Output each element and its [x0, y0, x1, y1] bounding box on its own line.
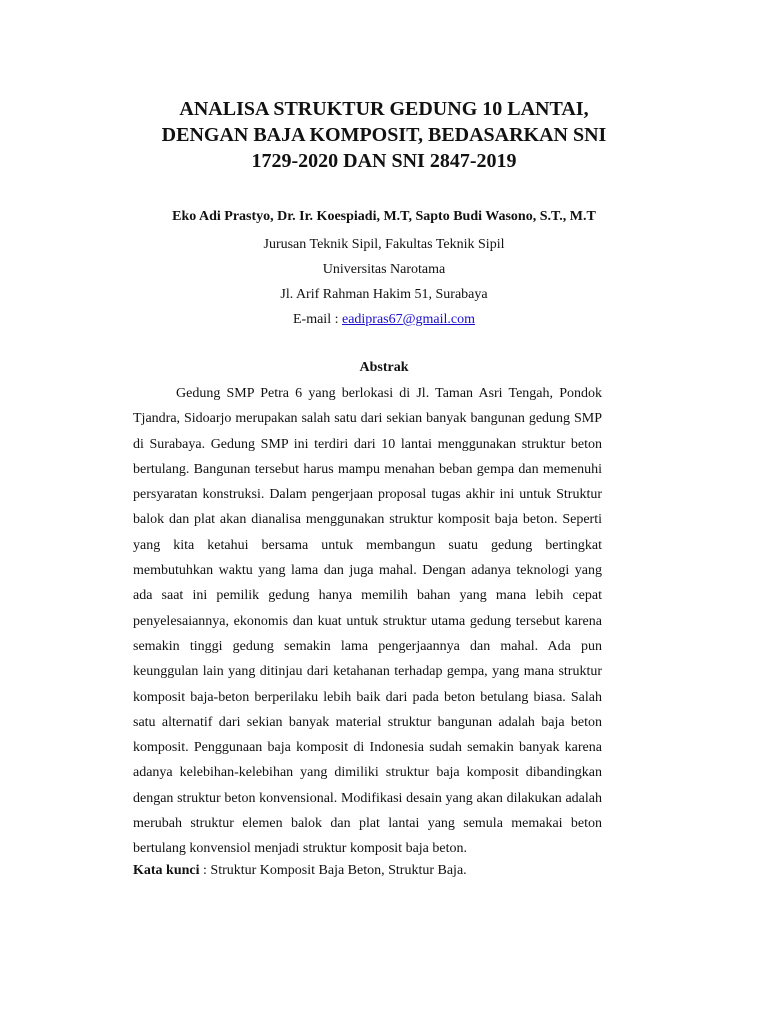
author-list: Eko Adi Prastyo, Dr. Ir. Koespiadi, M.T, Sapto Budi Wasono, S.T., M.T	[172, 209, 596, 224]
abstract-line: bertulang konvensiol menjadi struktur komposit baja beton.	[133, 841, 467, 857]
keywords-label: Kata kunci	[133, 863, 200, 878]
abstract-heading: Abstrak	[359, 360, 409, 375]
address: Jl. Arif Rahman Hakim 51, Surabaya	[280, 287, 488, 302]
title-line: ANALISA STRUKTUR GEDUNG 10 LANTAI,	[179, 98, 589, 120]
abstract-line: komposit baja-beton berperilaku lebih baik dari pada beton betulang biasa. Salah	[133, 689, 602, 705]
title-line: DENGAN BAJA KOMPOSIT, BEDASARKAN SNI	[161, 124, 607, 146]
university: Universitas Narotama	[322, 262, 446, 277]
department: Jurusan Teknik Sipil, Fakultas Teknik Sipil	[263, 237, 505, 252]
email-link[interactable]: eadipras67@gmail.com	[341, 312, 476, 327]
abstract-line: balok dan plat akan dianalisa menggunakan struktur komposit baja beton. Seperti	[133, 512, 602, 528]
email-line	[0, 307, 768, 332]
abstract-body	[133, 381, 602, 862]
keywords-text: : Struktur Komposit Baja Beton, Struktur Baja.	[199, 863, 467, 878]
abstract-line: keunggulan lain yang ditinjau dari ketahanan terhadap gempa, yang mana struktur	[133, 664, 602, 680]
abstract-line: satu alternatif dari sekian banyak material struktur bangunan adalah baja beton	[133, 714, 602, 730]
abstract-line: Tjandra, Sidoarjo merupakan salah satu dari sekian banyak bangunan gedung SMP	[133, 411, 602, 427]
paper-title	[0, 96, 768, 174]
abstract-line: adanya kelebihan-kelebihan yang dimiliki struktur baja komposit dibandingkan	[133, 765, 602, 781]
abstract-line: semakin tinggi gedung semakin lama pengerjaannya dan mahal. Ada pun	[133, 638, 602, 654]
abstract-line: komposit. Penggunaan baja komposit di Indonesia sudah semakin banyak karena	[133, 740, 602, 756]
abstract-line: membutuhkan waktu yang lama dan juga mahal. Dengan adanya teknologi yang	[133, 563, 602, 579]
abstract-line: di Surabaya. Gedung SMP ini terdiri dari 10 lantai menggunakan struktur beton	[133, 436, 602, 452]
affiliation-block	[0, 232, 768, 332]
keywords-line	[133, 860, 467, 882]
abstract-line: Gedung SMP Petra 6 yang berlokasi di Jl. Taman Asri Tengah, Pondok	[176, 386, 602, 401]
abstract-line: persyaratan konstruksi. Dalam pengerjaan proposal tugas akhir ini untuk Struktur	[133, 487, 602, 503]
title-line: 1729-2020 DAN SNI 2847-2019	[251, 150, 517, 172]
abstract-line: dengan struktur beton konvensional. Modifikasi desain yang akan dilakukan adalah	[133, 790, 602, 806]
email-label: E-mail :	[292, 312, 342, 327]
abstract-line: bertulang. Bangunan tersebut harus mampu menahan beban gempa dan memenuhi	[133, 461, 602, 477]
abstract-line: penyelesaiannya, ekonomis dan kuat untuk struktur utama gedung tersebut karena	[133, 613, 602, 629]
abstract-line: merubah struktur elemen balok dan plat lantai yang semula memakai beton	[133, 816, 602, 832]
abstract-line: ada saat ini pemilik gedung hanya memilih bahan yang mana lebih cepat	[133, 588, 602, 604]
abstract-line: yang kita ketahui bersama untuk membangun suatu gedung bertingkat	[133, 537, 602, 553]
